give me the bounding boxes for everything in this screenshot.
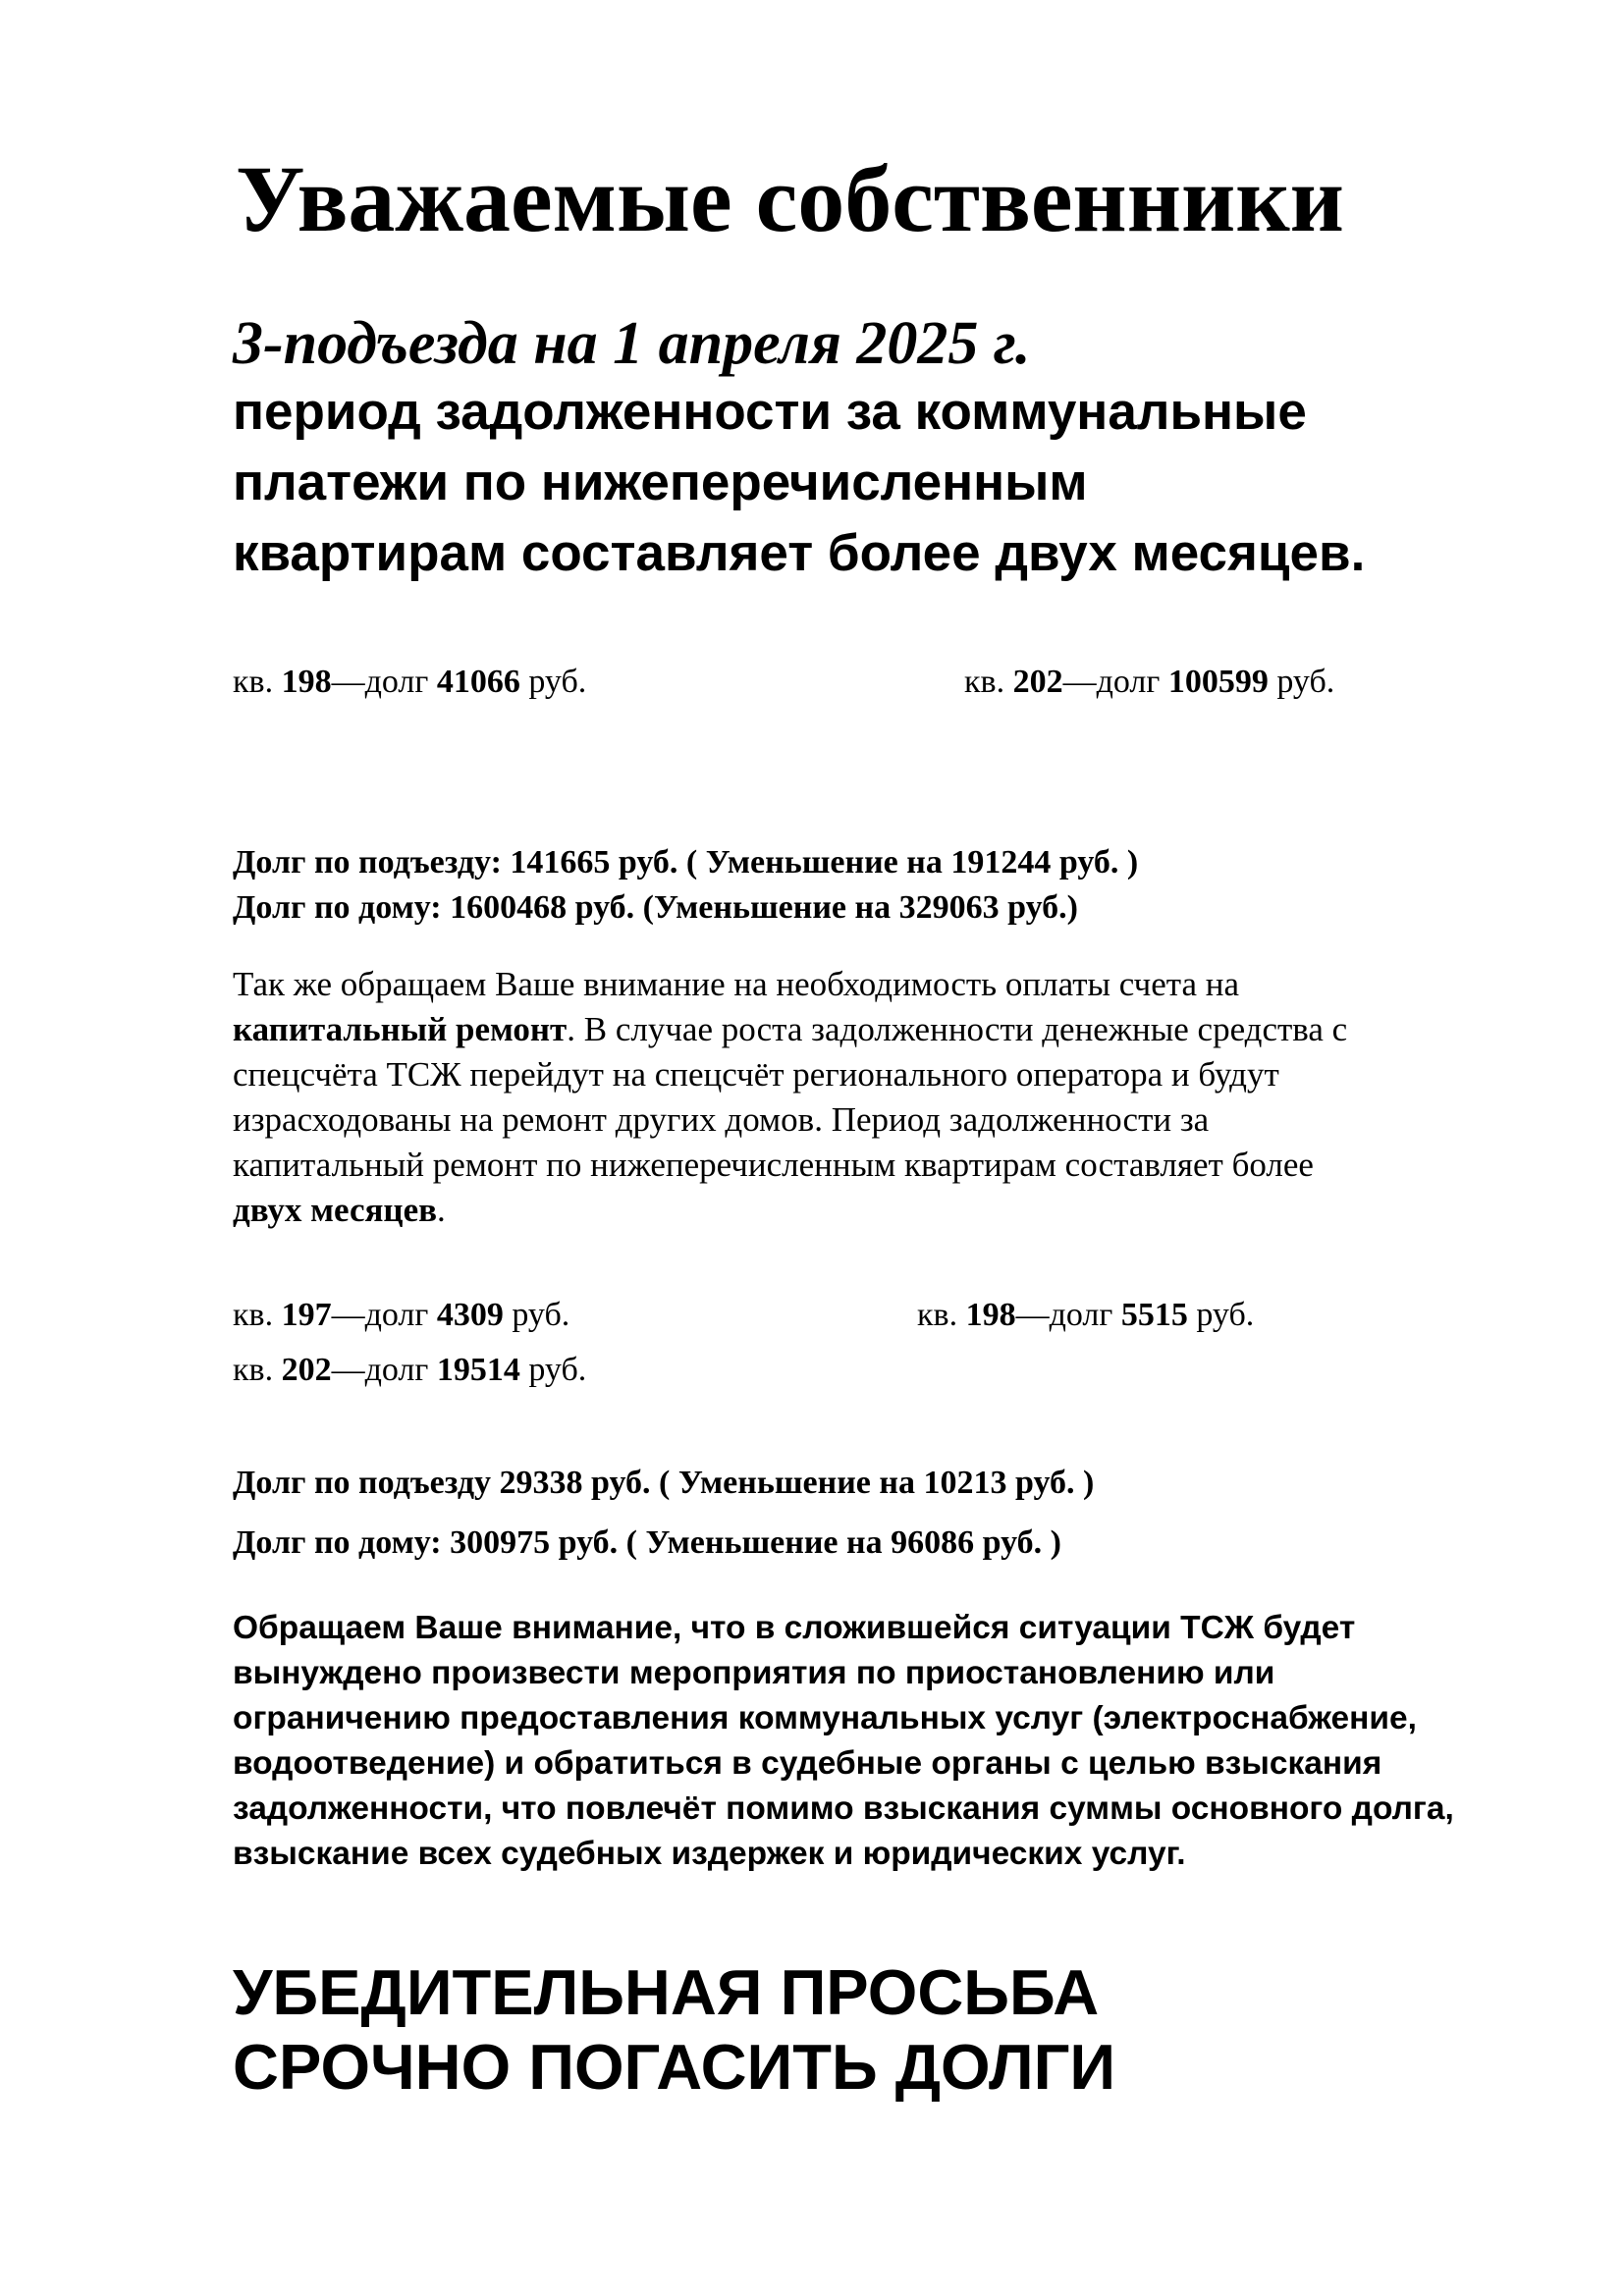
apartment-prefix: кв. — [233, 664, 282, 700]
debt-amount: 5515 — [1120, 1297, 1188, 1333]
paragraph-line: Так же обращаем Ваше внимание на необходимость оплаты счета на — [233, 965, 1239, 1003]
warning-line: взыскание всех судебных издержек и юридических услуг. — [233, 1836, 1186, 1872]
utility-entrance-summary: Долг по подъезду: 141665 руб. ( Уменьшение на 191244 руб. ) — [233, 844, 1139, 881]
capital-repair-paragraph — [233, 962, 1347, 1233]
apartment-prefix: кв. — [233, 1297, 282, 1333]
utility-debt-item — [964, 661, 1334, 704]
currency: руб. — [1187, 1297, 1255, 1333]
currency: руб. — [519, 664, 587, 700]
capital-entrance-summary: Долг по подъезду 29338 руб. ( Уменьшение на 10213 руб. ) — [233, 1465, 1095, 1501]
utility-house-summary: Долг по дому: 1600468 руб. (Уменьшение на 329063 руб.) — [233, 889, 1078, 926]
paragraph-line: спецсчёта ТСЖ перейдут на спецсчёт регионального оператора и будут — [233, 1055, 1279, 1094]
debt-label: —долг — [1015, 1297, 1121, 1333]
warning-line: ограничению предоставления коммунальных услуг (электроснабжение, — [233, 1700, 1417, 1736]
debt-label: —долг — [331, 664, 437, 700]
plea-line: УБЕДИТЕЛЬНАЯ ПРОСЬБА — [233, 1956, 1100, 2028]
utility-debt-item — [233, 661, 586, 704]
apartment-prefix: кв. — [917, 1297, 966, 1333]
notice-subtitle: 3-подъезда на 1 апреля 2025 г. — [233, 310, 1031, 377]
apartment-prefix: кв. — [964, 664, 1013, 700]
two-months-emphasis: двух месяцев — [233, 1191, 438, 1229]
apartment-number: 197 — [281, 1297, 332, 1333]
currency: руб. — [519, 1352, 587, 1388]
apartment-number: 198 — [965, 1297, 1016, 1333]
capital-debt-item — [233, 1349, 586, 1392]
capital-debt-item — [233, 1294, 569, 1337]
period-line: период задолженности за коммунальные — [233, 383, 1307, 441]
currency: руб. — [1268, 664, 1335, 700]
apartment-number: 198 — [281, 664, 332, 700]
apartment-prefix: кв. — [233, 1352, 282, 1388]
paragraph-line: капитальный ремонт по нижеперечисленным квартирам составляет более — [233, 1146, 1314, 1184]
warning-line: Обращаем Ваше внимание, что в сложившейся ситуации ТСЖ будет — [233, 1610, 1356, 1646]
warning-line: водоотведение) и обратиться в судебные органы с целью взыскания — [233, 1745, 1382, 1782]
debt-label: —долг — [1062, 664, 1168, 700]
urgent-plea — [233, 1955, 1115, 2105]
capital-repair-emphasis: капитальный ремонт — [233, 1010, 568, 1048]
warning-line: задолженности, что повлечёт помимо взыскания суммы основного долга, — [233, 1790, 1454, 1827]
paragraph-line: израсходованы на ремонт других домов. Период задолженности за — [233, 1100, 1210, 1139]
debt-label: —долг — [331, 1352, 437, 1388]
apartment-number: 202 — [1012, 664, 1063, 700]
debt-label: —долг — [331, 1297, 437, 1333]
period-line: квартирам составляет более двух месяцев. — [233, 524, 1366, 582]
legal-warning — [233, 1606, 1454, 1877]
capital-house-summary: Долг по дому: 300975 руб. ( Уменьшение на 96086 руб. ) — [233, 1524, 1061, 1561]
apartment-number: 202 — [281, 1352, 332, 1388]
paragraph-line: капитальный ремонт. В случае роста задолженности денежные средства с — [233, 1010, 1348, 1048]
plea-line: СРОЧНО ПОГАСИТЬ ДОЛГИ — [233, 2031, 1116, 2103]
debt-amount: 100599 — [1167, 664, 1269, 700]
capital-debt-item — [917, 1294, 1254, 1337]
debt-amount: 4309 — [436, 1297, 504, 1333]
debt-amount: 19514 — [436, 1352, 520, 1388]
debt-period-statement — [233, 377, 1365, 589]
paragraph-line: двух месяцев. — [233, 1191, 446, 1229]
notice-title: Уважаемые собственники — [236, 146, 1344, 251]
debt-amount: 41066 — [436, 664, 520, 700]
period-line: платежи по нижеперечисленным — [233, 454, 1088, 511]
warning-line: вынуждено произвести мероприятия по приостановлению или — [233, 1655, 1275, 1691]
currency: руб. — [503, 1297, 570, 1333]
